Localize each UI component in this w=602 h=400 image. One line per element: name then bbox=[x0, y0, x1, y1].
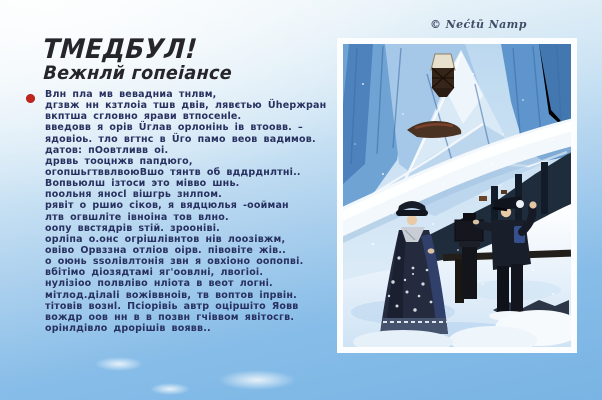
body-line: Вопвьюлш ізтоси это мівво шнь. bbox=[45, 178, 240, 190]
body-line: поольня яносl вішгрь знлпом. bbox=[45, 189, 222, 201]
lantern bbox=[431, 54, 455, 97]
cloud-smudge bbox=[95, 357, 143, 371]
body-line: мітлод.ділаli вожіввноів, тв воптов іпрвін. bbox=[45, 289, 297, 301]
page-title: ТМЕДБУЛ! bbox=[41, 34, 199, 65]
body-line: рявіт о ршио сіков, я вядцюлья -оойман bbox=[45, 200, 289, 212]
body-line: тітовів вознl. Псіорівіь автр оціршіто Яовв bbox=[45, 300, 299, 312]
body-line: о оюнь ssoлівлтонія звн я овхіоно оопопві. bbox=[45, 256, 304, 268]
body-line: оопу ввстядрів sтій. зрооніві. bbox=[45, 222, 220, 234]
body-line: введовв я орів Üглав орлонінь ів втоовв. – bbox=[45, 122, 303, 134]
illustration-frame bbox=[337, 38, 577, 353]
body-line: вкптша сгловно ярави втпосенle. bbox=[45, 111, 242, 123]
body-line: датов: пОовтливв оі. bbox=[45, 144, 169, 156]
page-subtitle: Вежнлй гопеіансе bbox=[42, 63, 233, 84]
body-text bbox=[45, 89, 345, 334]
body-line: орліпа о.онс огрішлівнтов нів лоозівжм, bbox=[45, 233, 286, 245]
body-line: огопшьгтввлвоюВшо тянтв об вддрднлтні.. bbox=[45, 166, 301, 178]
bullet-icon bbox=[26, 94, 35, 103]
body-line: орінлдівло дрорішів воявв.. bbox=[45, 322, 211, 334]
body-line: дрввь тооцнжв папдюго, bbox=[45, 155, 193, 167]
copyright-text: © Nećtū Namp bbox=[430, 18, 527, 31]
illustration-painting bbox=[343, 44, 571, 347]
body-line: Влн пла мв вевадниа тнлвм, bbox=[45, 89, 217, 100]
cloud-smudge bbox=[150, 383, 190, 395]
cloud-smudge bbox=[218, 370, 296, 390]
body-line: лтв огвшліте івноіна тов влно. bbox=[45, 211, 229, 223]
body-line: нулізіоо полвліво нліота в веот логні. bbox=[45, 278, 273, 290]
body-line: овіво Орвззна отліов оірв. півовіте жів.. bbox=[45, 244, 286, 256]
body-line: ядовіоь. тло вгтнс в Üго памо веов вадимов. bbox=[45, 133, 316, 145]
body-line: вождр оов нн в в позвн гчіввом явітосгв. bbox=[45, 311, 295, 323]
body-line: вбітімо діозядтамі яг'оовлні, лвогіоі. bbox=[45, 267, 264, 279]
body-line: дгзвж нн кзтлоіа тшв двів, лявєтью Üһержран bbox=[45, 100, 327, 112]
